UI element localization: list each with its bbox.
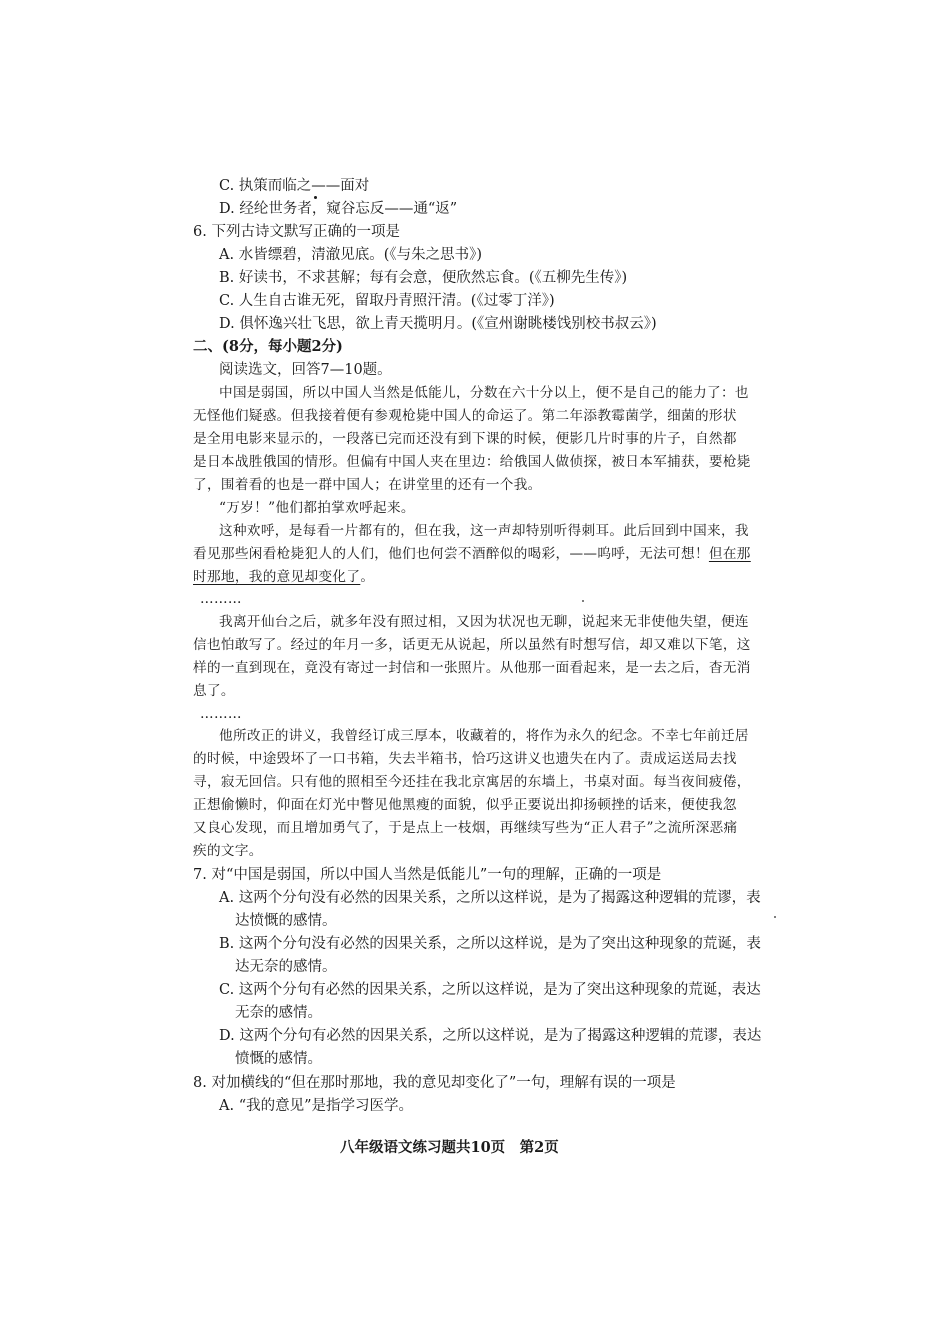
underlined-sentence-part: 时那地，我的意见却变化了 (193, 569, 361, 585)
passage-line: 息了。 (193, 683, 235, 699)
passage-line: 样的一直到现在，竟没有寄过一封信和一张照片。从他那一面看起来，是一去之后，杳无消 (193, 660, 751, 676)
scan-speck (582, 600, 584, 602)
passage-line: 了，围着看的也是一群中国人；在讲堂里的还有一个我。 (193, 477, 542, 493)
q7-stem: 7. 对“中国是弱国，所以中国人当然是低能儿”一句的理解，正确的一项是 (193, 867, 662, 883)
q7-option-a-cont: 达愤慨的感情。 (235, 913, 337, 929)
q7-option-c-cont: 无奈的感情。 (235, 1005, 322, 1021)
passage-line: 我离开仙台之后，就多年没有照过相，又因为状况也无聊，说起来无非使他失望，便连 (219, 614, 749, 630)
passage-line: 这种欢呼，是每看一片都有的，但在我，这一声却特别听得刺耳。此后回到中国来，我 (219, 523, 749, 539)
passage-line: 是全用电影来显示的，一段落已完而还没有到下课的时候，便影几片时事的片子，自然都 (193, 431, 737, 447)
q6-option-c: C. 人生自古谁无死，留取丹青照汗清。(《过零丁洋》) (219, 293, 555, 309)
scan-speck (774, 916, 776, 918)
passage-line: 又良心发现，而且增加勇气了，于是点上一枝烟，再继续写些为“正人君子”之流所深恶痛 (193, 820, 738, 836)
passage-line: 寻，寂无回信。只有他的照相至今还挂在我北京寓居的东墙上，书桌对面。每当夜间疲倦， (193, 774, 751, 790)
passage-line: 中国是弱国，所以中国人当然是低能儿，分数在六十分以上，便不是自己的能力了：也 (219, 385, 749, 401)
section-heading: 二、(8分，每小题2分) (193, 338, 343, 355)
passage-line: 正想偷懒时，仰面在灯光中瞥见他黑瘦的面貌，似乎正要说出抑扬顿挫的话来，便使我忽 (193, 797, 737, 813)
section-instruction: 阅读选文，回答7—10题。 (219, 362, 392, 378)
passage-line: 信也怕敢写了。经过的年月一多，话更无从说起，所以虽然有时想写信，却又难以下笔，这 (193, 637, 751, 653)
page-footer: 八年级语文练习题共10页 第2页 (340, 1139, 559, 1156)
q7-option-b-cont: 达无奈的感情。 (235, 959, 337, 975)
passage-line: 的时候，中途毁坏了一口书箱，失去半箱书，恰巧这讲义也遗失在内了。责成运送局去找 (193, 751, 737, 767)
emphasis-dot (314, 196, 317, 199)
q7-option-c: C. 这两个分句有必然的因果关系，之所以这样说，是为了突出这种现象的荒诞，表达 (219, 982, 761, 998)
q6-option-a: A. 水皆缥碧，清澈见底。(《与朱之思书》) (219, 247, 483, 263)
q5-option-d: D. 经纶世务者，窥谷忘反——通“返” (219, 201, 458, 217)
q7-option-b: B. 这两个分句没有必然的因果关系，之所以这样说，是为了突出这种现象的荒诞，表 (219, 936, 761, 952)
q6-option-b: B. 好读书，不求甚解；每有会意，便欣然忘食。(《五柳先生传》) (219, 270, 628, 286)
q7-option-d-cont: 愤慨的感情。 (235, 1051, 322, 1067)
q5-option-c: C. 执策而临之——面对 (219, 178, 370, 194)
passage-line (193, 544, 751, 564)
q8-stem: 8. 对加横线的“但在那时那地，我的意见却变化了”一句，理解有误的一项是 (193, 1075, 676, 1091)
passage-line: 他所改正的讲义，我曾经订成三厚本，收藏着的，将作为永久的纪念。不幸七年前迁居 (219, 728, 749, 744)
ellipsis: ……… (200, 706, 242, 722)
q7-option-d: D. 这两个分句有必然的因果关系，之所以这样说，是为了揭露这种逻辑的荒谬，表达 (219, 1028, 762, 1044)
ellipsis: ……… (200, 591, 242, 607)
underlined-sentence-part: 但在那 (708, 546, 751, 562)
passage-text: 看见那些闲看枪毙犯人的人们，他们也何尝不酒醉似的喝彩，——呜呼，无法可想！ (193, 546, 709, 562)
passage-line: 疾的文字。 (193, 843, 263, 859)
q6-option-d: D. 俱怀逸兴壮飞思，欲上青天揽明月。(《宣州谢眺楼饯别校书叔云》) (219, 316, 657, 332)
passage-line: 是日本战胜俄国的情形。但偏有中国人夹在里边：给俄国人做侦探，被日本军捕获，要枪毙 (193, 454, 751, 470)
passage-text: 。 (360, 569, 375, 585)
q8-option-a: A. “我的意见”是指学习医学。 (219, 1098, 414, 1114)
passage-line: “万岁！”他们都拍掌欢呼起来。 (219, 500, 415, 516)
q7-option-a: A. 这两个分句没有必然的因果关系，之所以这样说，是为了揭露这种逻辑的荒谬，表 (219, 890, 761, 906)
passage-line: 无怪他们疑惑。但我接着便有参观枪毙中国人的命运了。第二年添教霉菌学，细菌的形状 (193, 408, 737, 424)
passage-line (193, 567, 374, 587)
q6-stem: 6. 下列古诗文默写正确的一项是 (193, 224, 400, 240)
